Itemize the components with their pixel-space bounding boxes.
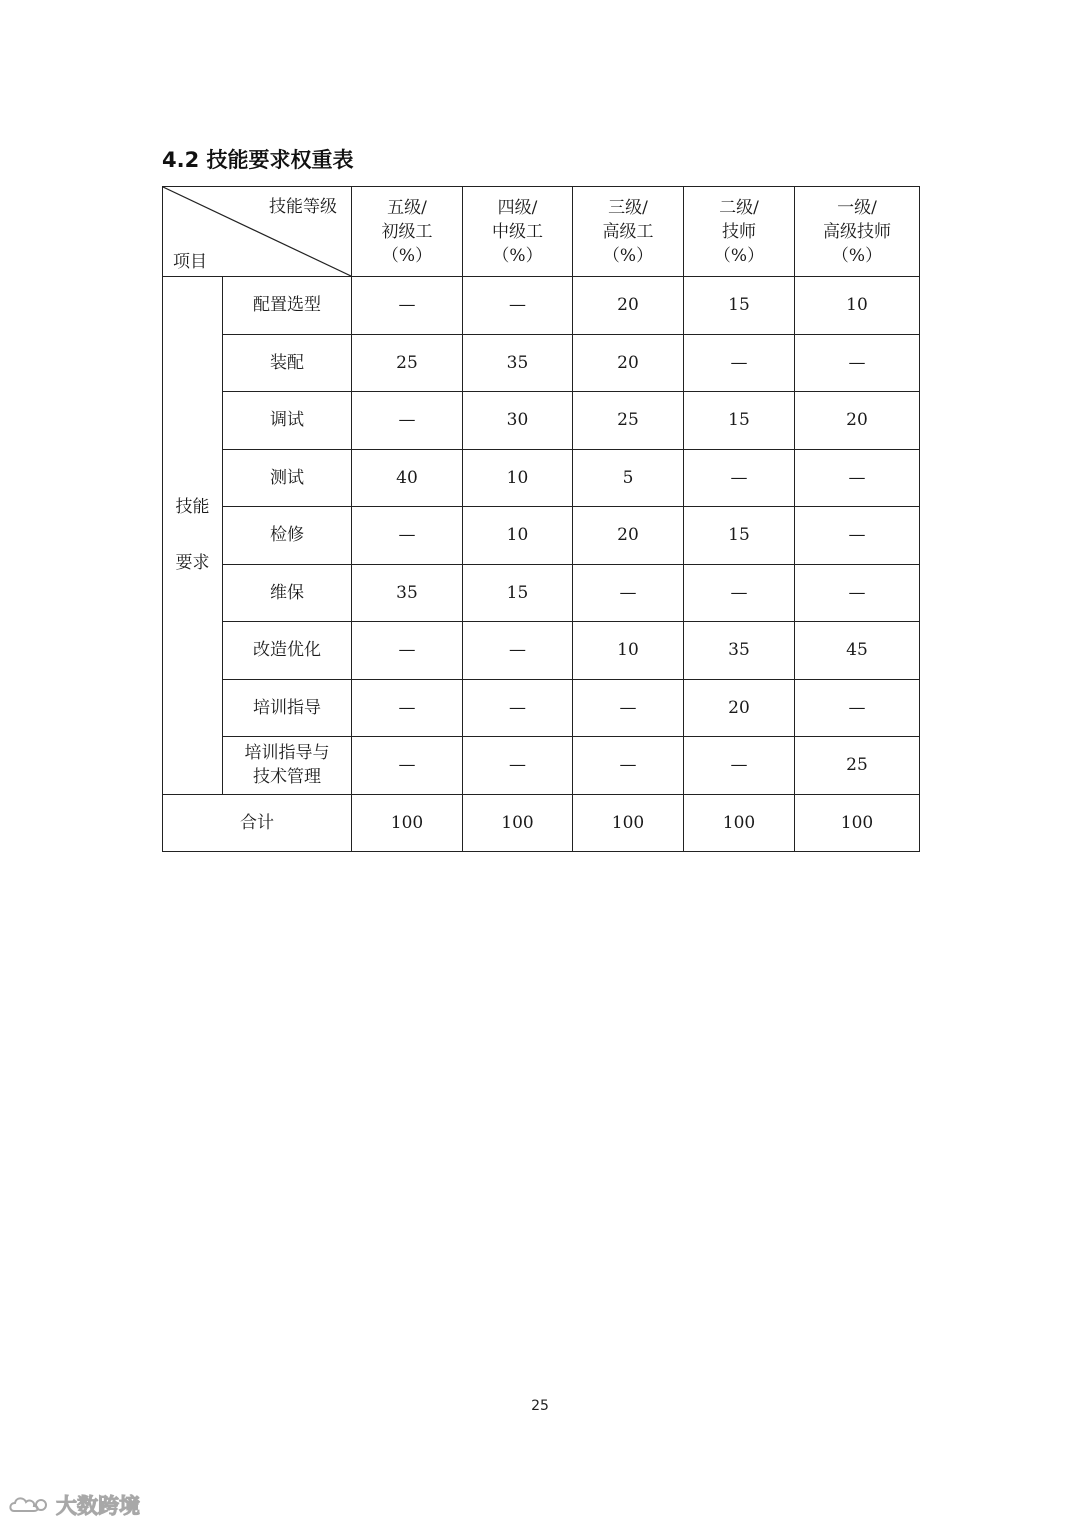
column-header-line: 高级技师: [823, 221, 891, 242]
weight-value-cell: —: [573, 679, 684, 737]
table-row: [163, 737, 920, 795]
column-header-line: 初级工: [381, 221, 433, 242]
column-header-line: 高级工: [602, 221, 654, 242]
weight-value-cell: —: [795, 507, 920, 565]
total-value-cell: 100: [463, 794, 573, 851]
column-header-line: 三级/: [608, 197, 648, 218]
table-row: [163, 334, 920, 392]
weight-value-cell: 20: [684, 679, 795, 737]
weight-value-cell: —: [684, 449, 795, 507]
table-row: [163, 564, 920, 622]
weight-value-cell: 5: [573, 449, 684, 507]
weight-value-cell: —: [684, 737, 795, 795]
table-row: [163, 392, 920, 450]
weight-value-cell: 45: [795, 622, 920, 680]
weight-value-cell: 20: [573, 334, 684, 392]
weight-value-cell: 25: [795, 737, 920, 795]
weight-value-cell: —: [795, 449, 920, 507]
weight-value-cell: 10: [573, 622, 684, 680]
item-name-line: 测试: [270, 467, 304, 488]
item-name-cell: [223, 564, 352, 622]
weight-value-cell: 25: [352, 334, 463, 392]
corner-header-cell: [163, 187, 352, 277]
weight-value-cell: —: [795, 564, 920, 622]
table-row: [163, 622, 920, 680]
weight-value-cell: 15: [684, 277, 795, 335]
column-header-line: （%）: [602, 245, 654, 266]
item-name-cell: [223, 449, 352, 507]
column-header-line: （%）: [713, 245, 765, 266]
item-name-line: 改造优化: [253, 640, 321, 661]
weight-value-cell: —: [573, 564, 684, 622]
weight-value-cell: 10: [463, 507, 573, 565]
total-value-cell: 100: [684, 794, 795, 851]
watermark: [8, 1490, 140, 1520]
column-header-line: （%）: [492, 245, 543, 266]
total-row: [163, 794, 920, 851]
weight-value-cell: —: [795, 679, 920, 737]
item-name-line: 培训指导与: [244, 743, 330, 764]
weight-value-cell: —: [684, 334, 795, 392]
weight-value-cell: —: [352, 622, 463, 680]
weight-value-cell: 20: [795, 392, 920, 450]
column-header-line: （%）: [381, 245, 433, 266]
weight-value-cell: —: [352, 392, 463, 450]
item-name-line: 检修: [270, 525, 304, 546]
corner-bottom-label: 项目: [173, 252, 207, 272]
column-header: [573, 187, 684, 277]
weight-value-cell: 30: [463, 392, 573, 450]
weight-value-cell: 20: [573, 507, 684, 565]
item-name-line: 培训指导: [253, 697, 321, 718]
item-name-line: 装配: [270, 352, 304, 373]
item-name-line: 配置选型: [253, 295, 321, 316]
item-name-cell: [223, 392, 352, 450]
total-value-cell: 100: [795, 794, 920, 851]
weight-value-cell: 15: [684, 507, 795, 565]
column-header-line: 四级/: [497, 197, 538, 218]
item-name-cell: [223, 507, 352, 565]
item-name-cell: [223, 679, 352, 737]
table-header-row: [163, 187, 920, 277]
column-header-line: 五级/: [387, 197, 427, 218]
weight-value-cell: 10: [795, 277, 920, 335]
weight-value-cell: —: [463, 737, 573, 795]
weight-value-cell: 25: [573, 392, 684, 450]
group-label-cell: [163, 277, 223, 795]
weight-value-cell: —: [684, 564, 795, 622]
column-header-line: 一级/: [837, 197, 877, 218]
weight-value-cell: —: [463, 277, 573, 335]
column-header: [463, 187, 573, 277]
column-header: [795, 187, 920, 277]
column-header: [684, 187, 795, 277]
weight-value-cell: 35: [463, 334, 573, 392]
weight-value-cell: —: [463, 622, 573, 680]
weight-value-cell: —: [795, 334, 920, 392]
item-name-line: 技术管理: [253, 767, 321, 788]
weight-value-cell: 15: [463, 564, 573, 622]
group-label-line: 要求: [175, 553, 210, 574]
column-header-line: 技师: [722, 221, 756, 242]
total-value-cell: 100: [573, 794, 684, 851]
item-name-line: 维保: [270, 582, 304, 603]
weight-value-cell: 35: [684, 622, 795, 680]
section-title: 4.2 技能要求权重表: [162, 148, 354, 172]
page-number: 25: [531, 1398, 549, 1414]
weight-value-cell: —: [352, 507, 463, 565]
group-label-line: 技能: [175, 497, 210, 518]
weight-value-cell: 20: [573, 277, 684, 335]
total-label-cell: 合计: [163, 794, 352, 851]
table-row: [163, 277, 920, 335]
column-header: [352, 187, 463, 277]
weight-value-cell: 10: [463, 449, 573, 507]
weight-value-cell: —: [463, 679, 573, 737]
corner-top-label: 技能等级: [269, 197, 337, 217]
watermark-text: 大数跨境: [56, 1494, 140, 1518]
table-row: [163, 679, 920, 737]
weight-value-cell: —: [352, 277, 463, 335]
weight-value-cell: —: [352, 737, 463, 795]
weight-value-cell: —: [352, 679, 463, 737]
table-row: [163, 449, 920, 507]
total-value-cell: 100: [352, 794, 463, 851]
column-header-line: 中级工: [492, 221, 543, 242]
item-name-cell: [223, 737, 352, 795]
skill-weight-table: [162, 186, 920, 852]
weight-value-cell: 40: [352, 449, 463, 507]
column-header-line: （%）: [831, 245, 883, 266]
item-name-cell: [223, 334, 352, 392]
item-name-cell: [223, 277, 352, 335]
weight-value-cell: —: [573, 737, 684, 795]
item-name-cell: [223, 622, 352, 680]
item-name-line: 调试: [270, 410, 304, 431]
weight-value-cell: 15: [684, 392, 795, 450]
cloud-logo-icon: [8, 1493, 50, 1517]
column-header-line: 二级/: [719, 197, 759, 218]
table-row: [163, 507, 920, 565]
weight-value-cell: 35: [352, 564, 463, 622]
